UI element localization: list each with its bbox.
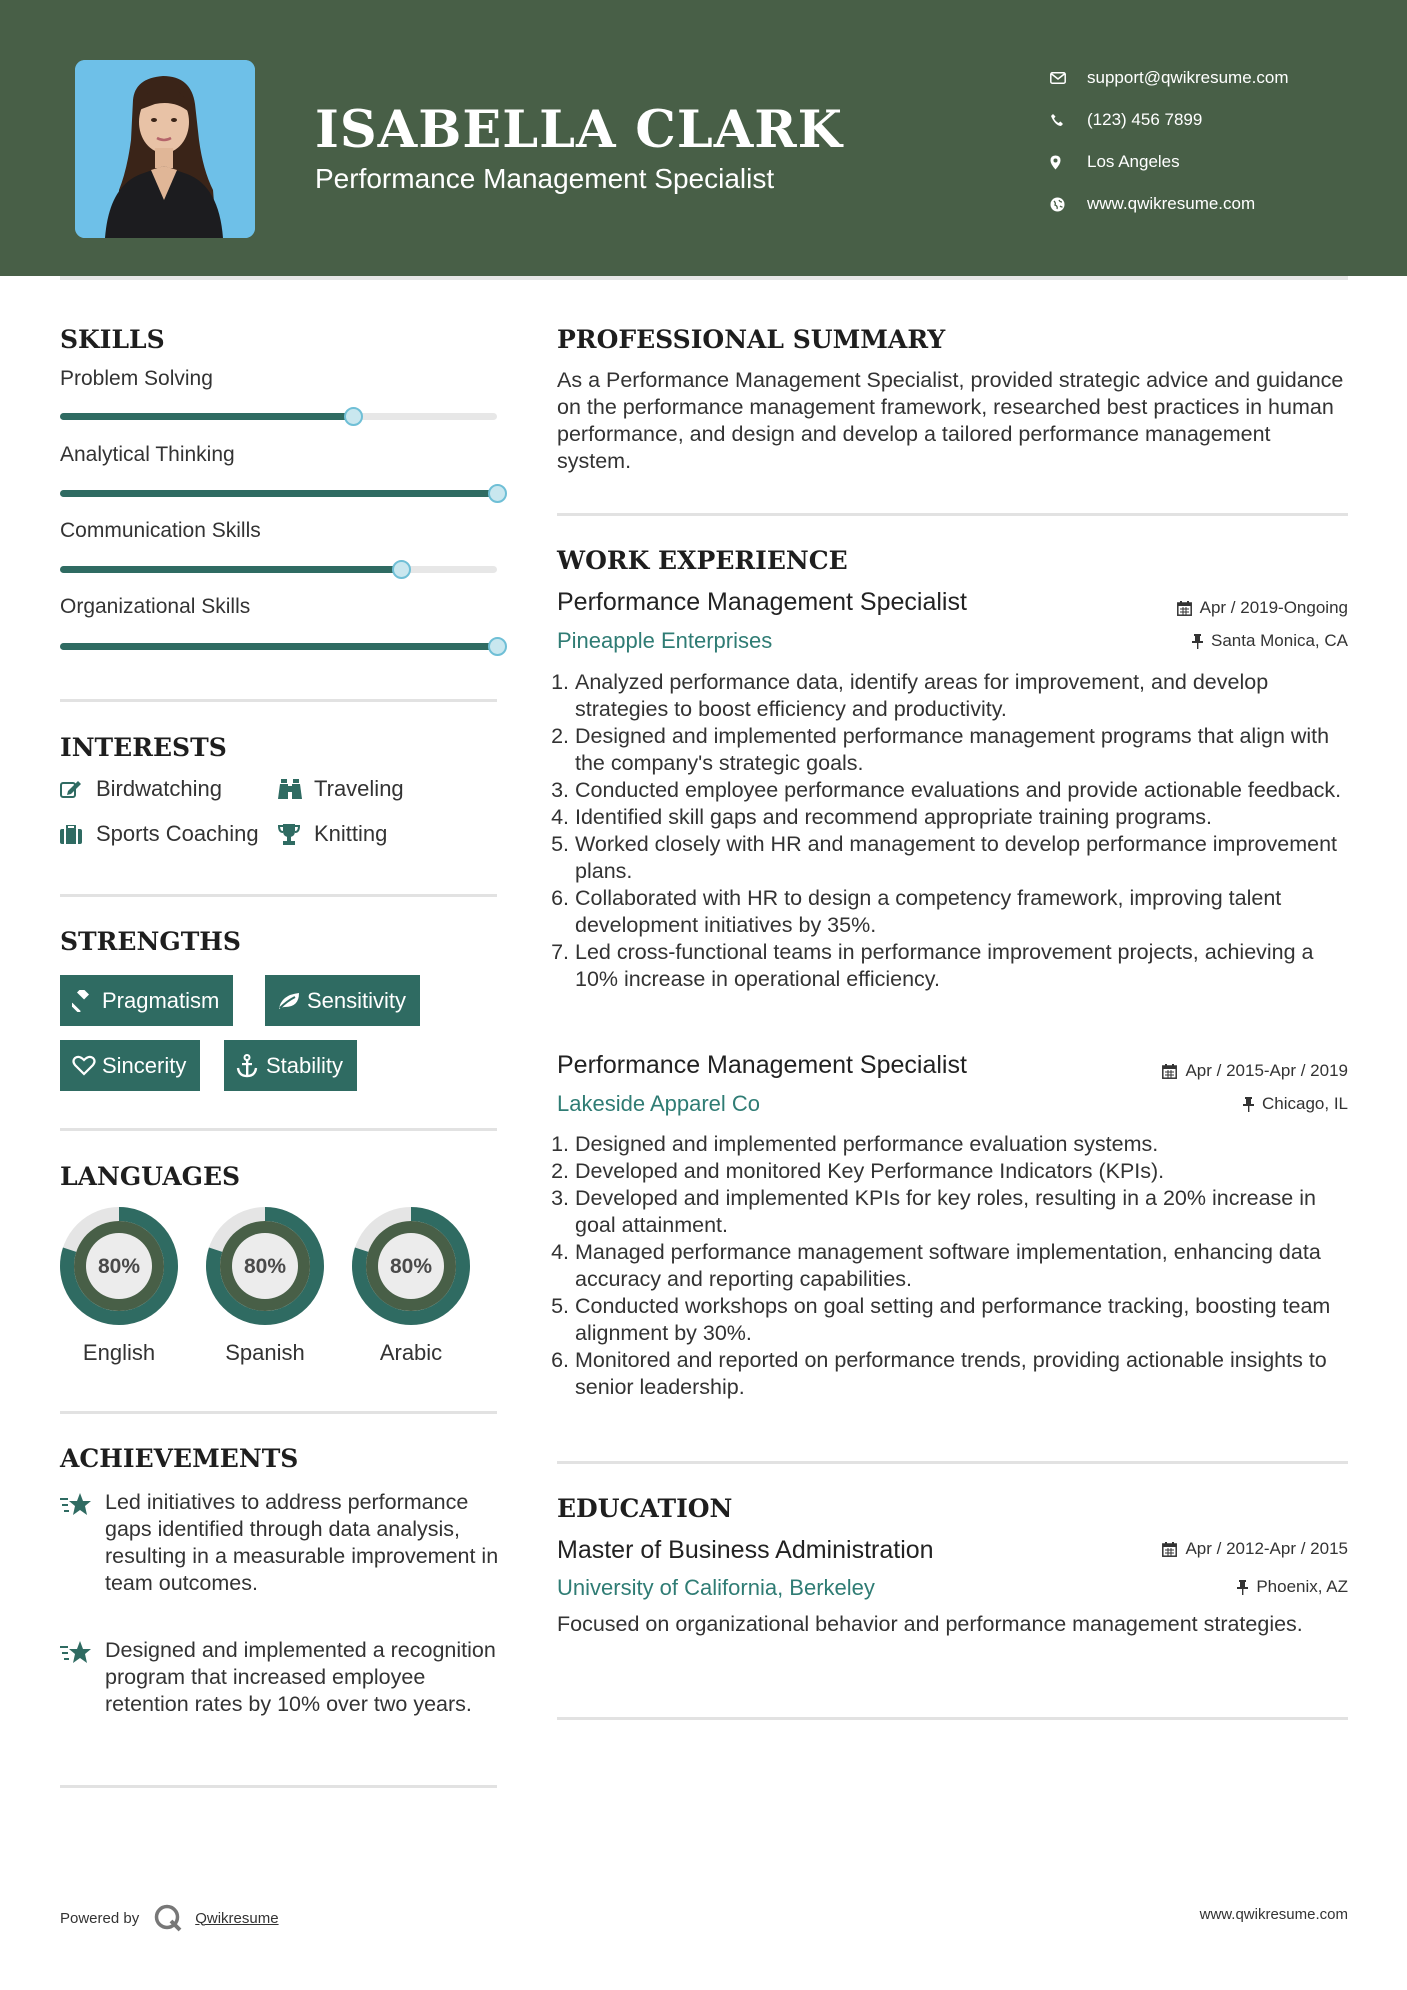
skill-label: Analytical Thinking (60, 443, 235, 466)
section-divider (557, 513, 1348, 516)
job-title: Performance Management Specialist (557, 588, 967, 616)
pushpin-icon (1237, 1580, 1248, 1595)
strength-tag (265, 975, 420, 1026)
interest-label: Traveling (314, 776, 404, 801)
duty-item: 4. Managed performance management software implementation, enhancing data accuracy and reporting capabilities. (575, 1239, 1355, 1293)
contact-website-text: www.qwikresume.com (1087, 194, 1256, 213)
job-title: Performance Management Specialist (557, 1051, 967, 1079)
section-divider (60, 1128, 497, 1131)
achievement-text: Designed and implemented a recognition program that increased employee retention rates by 10% over two years. (105, 1638, 496, 1716)
skill-bar (60, 490, 497, 497)
job-dates (1162, 1061, 1348, 1081)
envelope-icon (1050, 67, 1087, 89)
language-ring (204, 1205, 326, 1332)
duty-item: 4. Identified skill gaps and recommend appropriate training programs. (575, 804, 1355, 831)
language-ring (58, 1205, 180, 1332)
duty-item: 6. Collaborated with HR to design a competency framework, improving talent development initiatives by 35%. (575, 885, 1355, 939)
strength-label: Stability (266, 1052, 344, 1078)
skill-bar-fill (60, 413, 353, 420)
achievement-item (60, 1489, 500, 1597)
interest-label: Knitting (314, 821, 388, 846)
job-company: Lakeside Apparel Co (557, 1091, 761, 1116)
duty-item: 5. Worked closely with HR and management to develop performance improvement plans. (575, 831, 1355, 885)
briefcase-icon (60, 822, 96, 846)
language-ring (350, 1205, 472, 1332)
duty-item: 7. Led cross-functional teams in performance improvement projects, achieving a 10% increase in operational efficiency. (575, 939, 1355, 993)
language-percent: 80% (389, 1255, 433, 1278)
interests-heading: INTERESTS (60, 733, 227, 762)
strength-tag (224, 1040, 357, 1091)
language-percent: 80% (97, 1255, 141, 1278)
education-dates (1162, 1539, 1348, 1559)
section-divider (60, 894, 497, 897)
duty-item: 5. Conducted workshops on goal setting and performance tracking, boosting team alignment by 30%. (575, 1293, 1355, 1347)
pushpin-icon (1192, 634, 1203, 649)
pencil-square-icon (60, 777, 96, 801)
duty-item: 1. Analyzed performance data, identify areas for improvement, and develop strategies to boost efficiency and productivity. (575, 669, 1355, 723)
star-icon (60, 1637, 105, 1718)
skill-bar-knob (488, 637, 507, 656)
language-label: Spanish (225, 1340, 305, 1365)
interest-item (278, 776, 404, 802)
strength-label: Sensitivity (307, 987, 407, 1013)
gavel-icon (72, 990, 102, 1012)
contact-list (1050, 57, 1289, 225)
anchor-icon (236, 1054, 266, 1078)
experience-heading: WORK EXPERIENCE (557, 546, 848, 575)
achievement-item (60, 1637, 500, 1718)
languages-heading: LANGUAGES (60, 1162, 241, 1191)
summary-text: As a Performance Management Specialist, provided strategic advice and guidance on the performance management framework, researched best practices in human performance, and design and develop a tailored performance management system. (557, 368, 1344, 473)
strength-label: Pragmatism (102, 987, 220, 1013)
header-divider (60, 276, 1348, 280)
duty-item: 2. Designed and implemented performance management programs that align with the company's strategic goals. (575, 723, 1355, 777)
calendar-icon (1162, 1542, 1177, 1557)
section-divider (60, 699, 497, 702)
skill-bar (60, 643, 497, 650)
education-degree: Master of Business Administration (557, 1536, 934, 1564)
job-duties-list (575, 669, 1355, 993)
calendar-icon (1177, 601, 1192, 616)
job-dates (1177, 598, 1348, 618)
skill-bar-knob (392, 560, 411, 579)
contact-location-text: Los Angeles (1087, 152, 1180, 171)
leaf-icon (277, 991, 307, 1011)
phone-icon (1050, 109, 1087, 131)
job-location-text: Chicago, IL (1262, 1094, 1348, 1113)
duty-item: 2. Developed and monitored Key Performance Indicators (KPIs). (575, 1158, 1355, 1185)
interest-item (278, 821, 387, 847)
language-label: English (82, 1340, 156, 1365)
powered-by (60, 1903, 279, 1933)
interest-label: Birdwatching (96, 776, 222, 801)
language-label: Arabic (379, 1340, 443, 1365)
qwikresume-link[interactable]: Qwikresume (195, 1909, 279, 1927)
skill-label: Problem Solving (60, 367, 213, 390)
skill-label: Communication Skills (60, 519, 261, 542)
summary-heading: PROFESSIONAL SUMMARY (557, 325, 946, 354)
language-percent: 80% (243, 1255, 287, 1278)
contact-location (1050, 141, 1289, 183)
interest-label: Sports Coaching (96, 821, 259, 846)
duty-item: 3. Conducted employee performance evaluations and provide actionable feedback. (575, 777, 1355, 804)
profile-photo (75, 60, 255, 238)
footer-website[interactable]: www.qwikresume.com (1199, 1906, 1348, 1923)
heart-icon (72, 1055, 102, 1076)
skill-bar-fill (60, 643, 497, 650)
job-location (1243, 1094, 1348, 1114)
powered-by-text: Powered by (60, 1909, 140, 1927)
globe-icon (1050, 193, 1087, 215)
achievement-text: Led initiatives to address performance gaps identified through data analysis, resulting in a measurable improvement in team outcomes. (105, 1490, 499, 1595)
contact-phone-text: (123) 456 7899 (1087, 110, 1203, 129)
achievements-heading: ACHIEVEMENTS (60, 1444, 299, 1473)
skill-bar (60, 566, 497, 573)
education-location-text: Phoenix, AZ (1256, 1577, 1348, 1596)
contact-website[interactable] (1050, 183, 1289, 225)
section-divider (60, 1411, 497, 1414)
education-description: Focused on organizational behavior and performance management strategies. (557, 1612, 1303, 1636)
strength-label: Sincerity (102, 1052, 187, 1078)
skill-label: Organizational Skills (60, 595, 251, 618)
map-pin-icon (1050, 151, 1087, 173)
interest-item (60, 776, 222, 802)
job-dates-text: Apr / 2015-Apr / 2019 (1185, 1061, 1348, 1080)
contact-email-text: support@qwikresume.com (1087, 68, 1289, 87)
qwikresume-logo-icon (153, 1903, 183, 1933)
contact-phone[interactable] (1050, 99, 1289, 141)
education-heading: EDUCATION (557, 1494, 733, 1523)
section-divider (557, 1717, 1348, 1720)
skill-bar (60, 413, 497, 420)
education-location (1237, 1577, 1348, 1597)
duty-item: 3. Developed and implemented KPIs for key roles, resulting in a 20% increase in goal attainment. (575, 1185, 1355, 1239)
skill-bar-fill (60, 490, 497, 497)
interest-item (60, 821, 259, 847)
job-location (1192, 631, 1348, 651)
education-dates-text: Apr / 2012-Apr / 2015 (1185, 1539, 1348, 1558)
skill-bar-knob (344, 407, 363, 426)
contact-email[interactable] (1050, 57, 1289, 99)
strengths-heading: STRENGTHS (60, 927, 241, 956)
skill-bar-knob (488, 484, 507, 503)
skill-bar-fill (60, 566, 401, 573)
calendar-icon (1162, 1064, 1177, 1079)
job-location-text: Santa Monica, CA (1210, 631, 1348, 650)
binoculars-icon (278, 777, 314, 801)
duty-item: 1. Designed and implemented performance evaluation systems. (575, 1131, 1355, 1158)
section-divider (557, 1461, 1348, 1464)
trophy-icon (278, 822, 314, 846)
job-company: Pineapple Enterprises (557, 628, 773, 653)
section-divider (60, 1785, 497, 1788)
star-icon (60, 1489, 105, 1597)
candidate-title: Performance Management Specialist (315, 163, 775, 194)
strength-tag (60, 975, 233, 1026)
strength-tag (60, 1040, 200, 1091)
education-school: University of California, Berkeley (557, 1575, 875, 1600)
candidate-name: ISABELLA CLARK (315, 100, 844, 160)
skills-heading: SKILLS (60, 325, 165, 354)
pushpin-icon (1243, 1097, 1254, 1112)
job-duties-list (575, 1131, 1355, 1401)
job-dates-text: Apr / 2019-Ongoing (1199, 598, 1348, 617)
duty-item: 6. Monitored and reported on performance trends, providing actionable insights to senior leadership. (575, 1347, 1355, 1401)
